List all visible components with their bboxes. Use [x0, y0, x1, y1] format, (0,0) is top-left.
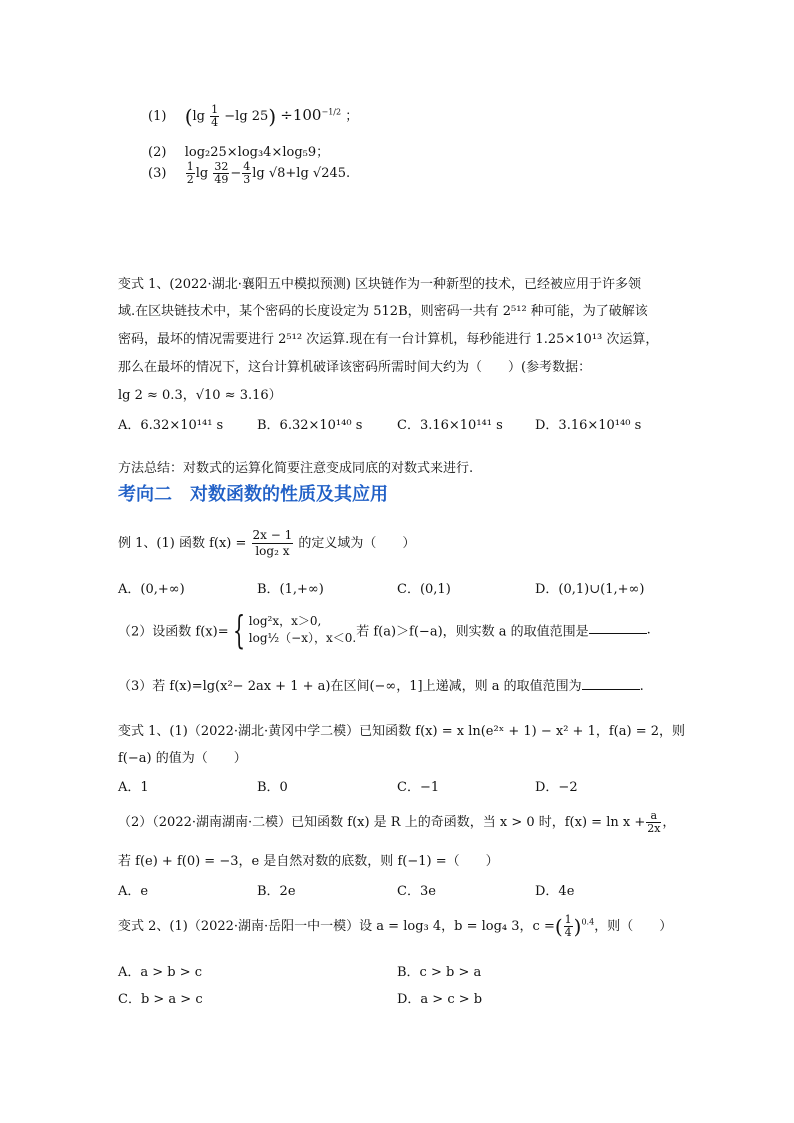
- example1-q2-prefix: （2）设函数 f(x)=: [118, 624, 229, 640]
- exercise-1-exponent: −1/2: [321, 107, 342, 117]
- example1-option-b[interactable]: B．(1,+∞): [257, 582, 324, 597]
- example1-q2: [118, 608, 651, 652]
- section-heading: 考向二 对数函数的性质及其应用: [118, 484, 388, 505]
- example1-option-c[interactable]: C．(0,1): [397, 582, 451, 597]
- example1-q3: [118, 675, 644, 694]
- variant1-line2: 域.在区块链技术中，某个密码的长度设定为 512B，则密码一共有 2⁵¹² 种可能，为了破解该: [118, 304, 648, 319]
- exercise-2-label: (2): [148, 145, 167, 160]
- example1-q3-answer-blank[interactable]: [582, 677, 640, 690]
- example1-q3-text: （3）若 f(x)=lg(x²− 2ax + 1 + a)在区间(−∞，1]上递减，则 a 的取值范围为: [118, 679, 582, 694]
- variant1b-option-a[interactable]: A．1: [118, 780, 149, 795]
- variant1b-q2-option-d[interactable]: D．4e: [535, 884, 575, 899]
- example1-q1-prefix: 例 1、(1) 函数 f(x) =: [118, 536, 247, 551]
- variant2-option-d[interactable]: D．a > c > b: [397, 992, 483, 1007]
- variant1-option-c[interactable]: C．3.16×10¹⁴¹ s: [397, 418, 503, 433]
- exercise-3-half: $\frac{1}{2}$: [186, 160, 194, 186]
- variant2-prefix: 变式 2、(1)（2022·湖南·岳阳一中一模）设 a = log₃ 4，b = log₄ 3，c =: [118, 919, 555, 934]
- example1-q2-end: .: [646, 622, 651, 638]
- variant1-line3: 密码，最坏的情况需要进行 2⁵¹² 次运算.现在有一台计算机，每秒能进行 1.25×10¹³ 次运算，: [118, 332, 659, 347]
- exercise-1-lg25: −lg 25: [224, 109, 269, 124]
- piecewise-cases: [249, 613, 356, 647]
- variant2-option-a[interactable]: A．a > b > c: [118, 965, 203, 980]
- variant2-exponent: 0.4: [581, 917, 595, 927]
- exercise-3-label: (3): [148, 166, 167, 181]
- example1-q3-end: .: [639, 679, 644, 694]
- exercise-1-fraction: $\frac{1}{4}$: [211, 103, 219, 129]
- variant1b-q2-line1: [118, 810, 675, 835]
- variant1-option-b[interactable]: B．6.32×10¹⁴⁰ s: [257, 418, 363, 433]
- variant2-fraction: $\frac{1}{4}$: [564, 913, 572, 939]
- piecewise-case-2: log½（−x），x＜0.: [248, 631, 357, 645]
- variant1-option-d[interactable]: D．3.16×10¹⁴⁰ s: [535, 418, 642, 433]
- exercise-2: [148, 141, 329, 160]
- variant1b-q2-option-b[interactable]: B．2e: [257, 884, 296, 899]
- example1-q1-suffix: 的定义域为（ ）: [298, 536, 416, 551]
- variant1b-q2-comma: ，: [662, 815, 676, 830]
- exercise-1-label: (1): [148, 109, 167, 124]
- exercise-1-power: ÷100: [280, 106, 322, 124]
- exercise-1-end: ；: [345, 109, 359, 124]
- example1-option-d[interactable]: D．(0,1)∪(1,+∞): [535, 582, 645, 597]
- variant1b-q2-option-a[interactable]: A．e: [118, 884, 149, 899]
- piecewise-brace-icon: {: [232, 608, 245, 652]
- variant1-line5: lg 2 ≈ 0.3，√10 ≈ 3.16）: [118, 388, 282, 403]
- exercise-2-expression: log₂25×log₃4×log₅9；: [184, 145, 330, 160]
- variant2-question: 变式 2、(1)（2022·湖南·岳阳一中一模）设 a = log₃ 4，b = log₄ 3，c =( $\frac{1}{4}$ )$^{0.4}$，则（ ）: [118, 913, 673, 939]
- variant1b-q1-line1: 变式 1、(1)（2022·湖北·黄冈中学二模）已知函数 f(x) = x ln(e²ˣ + 1) − x² + 1，f(a) = 2，则: [118, 724, 685, 739]
- exercise-3-fraction-32-49: $\frac{32}{49}$: [214, 160, 229, 186]
- example1-q1: [118, 528, 415, 559]
- variant2-suffix: ，则（ ）: [594, 919, 673, 934]
- variant2-option-b[interactable]: B．c > b > a: [397, 965, 482, 980]
- exercise-1-lg: lg: [192, 109, 205, 124]
- variant1b-option-b[interactable]: B．0: [257, 780, 288, 795]
- exercise-3-lg: lg: [195, 166, 209, 181]
- exercise-3-minus: −: [230, 166, 242, 181]
- variant1b-q2-fraction: $\frac{a}{2x}$: [647, 809, 661, 835]
- example1-option-a[interactable]: A．(0,+∞): [118, 582, 185, 597]
- variant1b-option-d[interactable]: D．−2: [535, 780, 578, 795]
- piecewise-case-1: log²x，x＞0,: [248, 614, 322, 628]
- variant1b-q1-line2: f(−a) 的值为（ ）: [118, 751, 247, 766]
- example1-q2-suffix: 若 f(a)＞f(−a)，则实数 a 的取值范围是: [356, 624, 589, 640]
- exercise-3-tail: lg √8+lg √245.: [252, 166, 351, 181]
- method-summary: 方法总结：对数式的运算化简要注意变成同底的对数式来进行.: [118, 461, 474, 476]
- variant1b-q2-prefix: （2）（2022·湖南湖南·二模）已知函数 f(x) 是 R 上的奇函数，当 x > 0 时，f(x) = ln x +: [118, 815, 646, 830]
- variant1-option-a[interactable]: A．6.32×10¹⁴¹ s: [118, 418, 224, 433]
- variant1b-q2-option-c[interactable]: C．3e: [397, 884, 436, 899]
- variant2-option-c[interactable]: C．b > a > c: [118, 992, 203, 1007]
- variant1-line4: 那么在最坏的情况下，这台计算机破译该密码所需时间大约为（ ）(参考数据：: [118, 360, 592, 375]
- variant1b-q2-line2: 若 f(e) + f(0) = −3，e 是自然对数的底数，则 f(−1) =（ ）: [118, 854, 499, 869]
- exercise-1: (1) (lg $\frac{1}{4}$ −lg $25) \div 100^{-1/2}$ ；: [148, 103, 359, 129]
- exercise-3: [148, 161, 350, 186]
- variant1-line1: 变式 1、(2022·湖北·襄阳五中模拟预测) 区块链作为一种新型的技术，已经被应用于许多领: [118, 277, 642, 292]
- example1-q1-fraction: $\frac{2x - 1}{\text{log₂ x}}$: [252, 528, 293, 558]
- exercise-3-fraction-4-3: $\frac{4}{3}$: [243, 160, 251, 186]
- example1-q2-answer-blank[interactable]: [589, 621, 647, 634]
- variant1b-option-c[interactable]: C．−1: [397, 780, 440, 795]
